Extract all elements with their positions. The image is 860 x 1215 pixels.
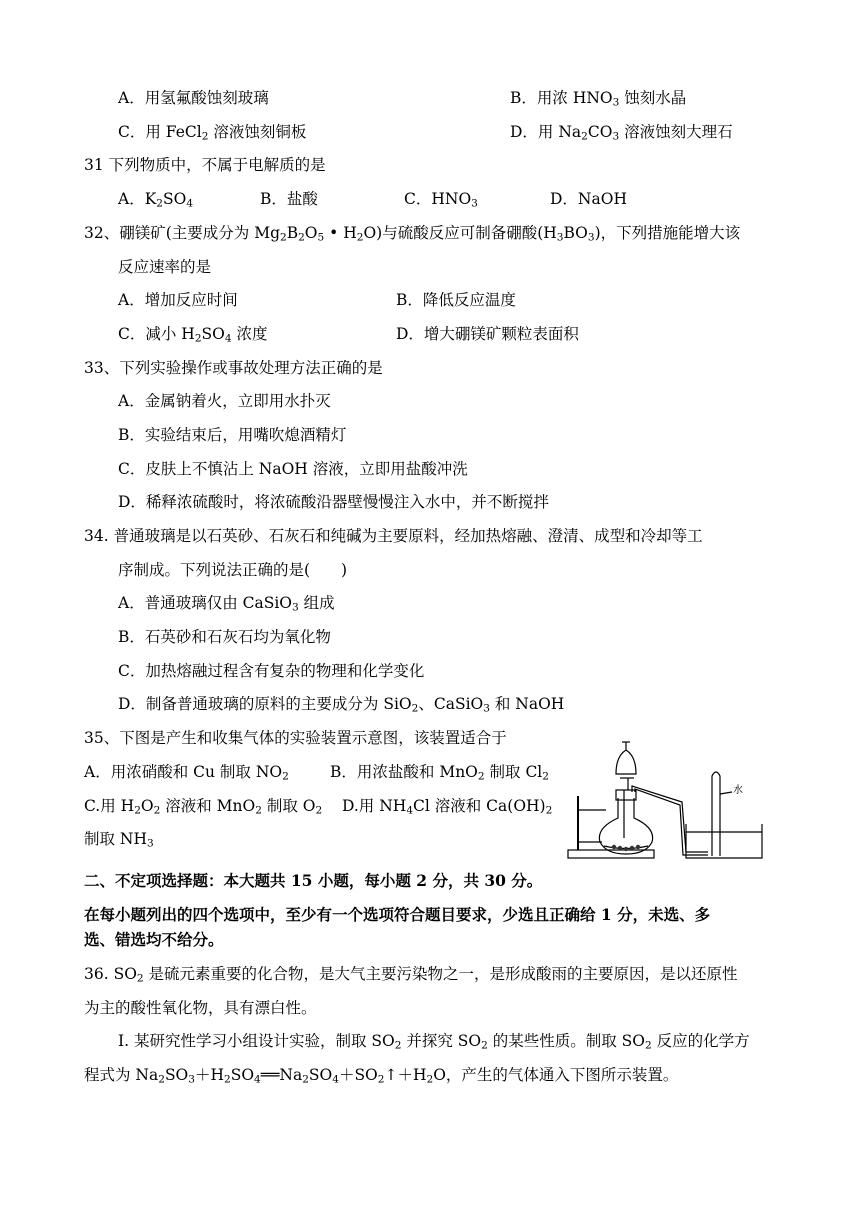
q34-option-a: A．普通玻璃仅由 CaSiO$_3$ 组成 (118, 594, 335, 614)
q35-option-d-line2: 制取 $NH_3$ (84, 830, 154, 850)
q33-option-a: A．金属钠着火，立即用水扑灭 (118, 392, 331, 410)
q33-option-c: C．皮肤上不慎沾上 NaOH 溶液，立即用盐酸冲洗 (118, 460, 468, 478)
q31-option-a: A．$K_2SO_4$ (118, 190, 194, 210)
q32-option-a: A．增加反应时间 (118, 291, 238, 309)
q33-option-d: D．稀释浓硫酸时，将浓硫酸沿器壁慢慢注入水中，并不断搅拌 (118, 493, 549, 511)
q32-stem-line2: 反应速率的是 (118, 258, 212, 276)
section2-instruction-line2: 选、错选均不给分。 (84, 930, 224, 949)
q30-option-c: C．用 FeCl$_2$ 溶液蚀刻铜板 (118, 123, 307, 143)
q34-option-c: C．加热熔融过程含有复杂的物理和化学变化 (118, 662, 425, 680)
q36-line2: 为主的酸性氧化物，具有漂白性。 (84, 999, 317, 1017)
gas-apparatus-figure (562, 738, 776, 862)
q36-part1-line1: Ⅰ. 某研究性学习小组设计实验，制取 $SO_2$ 并探究 $SO_2$ 的某些性质。制取 $SO_2$ 反应的化学方 (118, 1032, 750, 1052)
q31-stem: 31 下列物质中，不属于电解质的是 (84, 156, 326, 174)
q30-option-b: B．用浓 $HNO_3$ 蚀刻水晶 (510, 89, 687, 109)
section2-instruction-line1: 在每小题列出的四个选项中，至少有一个选项符合题目要求，少选且正确给 1 分，未选、多 (84, 905, 711, 924)
q34-option-d: D．制备普通玻璃的原料的主要成分为 SiO$_2$、CaSiO$_3$ 和 NaOH (118, 695, 565, 715)
q30-option-d: D．用 $Na_2CO_3$ 溶液蚀刻大理石 (510, 123, 733, 143)
q30-option-a: A．用氢氟酸蚀刻玻璃 (118, 89, 269, 107)
q32-stem-line1: 32、硼镁矿(主要成分为 $Mg_2B_2O_5$ • $H_2O$)与硫酸反应可制备硼酸$(H_3BO_3)$，下列措施能增大该 (84, 224, 741, 244)
q35-option-d-line1: D.用 $NH_4Cl$ 溶液和 $Ca(OH)_2$ (342, 797, 553, 817)
q32-option-b: B．降低反应温度 (396, 291, 516, 309)
q36-part1-line2: 程式为 $Na_2SO_3+H_2SO_4══Na_2SO_4+SO_2↑+H_2O$，产生的气体通入下图所示装置。 (84, 1066, 679, 1086)
q35-option-a: A．用浓硝酸和 Cu 制取 $NO_2$ (84, 763, 289, 783)
section2-title: 二、不定项选择题：本大题共 15 小题，每小题 2 分，共 30 分。 (84, 871, 543, 890)
q32-option-d: D．增大硼镁矿颗粒表面积 (396, 325, 579, 343)
q34-stem-line1: 34. 普通玻璃是以石英砂、石灰石和纯碱为主要原料，经加热熔融、澄清、成型和冷却等工 (84, 527, 703, 545)
q36-line1: 36. $SO_2$ 是硫元素重要的化合物，是大气主要污染物之一，是形成酸雨的主要原因，是以还原性 (84, 965, 738, 985)
q33-stem: 33、下列实验操作或事故处理方法正确的是 (84, 359, 383, 377)
q31-option-d: D．NaOH (550, 190, 627, 208)
water-label: 水 (733, 785, 743, 796)
q33-option-b: B．实验结束后，用嘴吹熄酒精灯 (118, 426, 347, 444)
q32-option-c: C．减小 $H_2SO_4$ 浓度 (118, 325, 268, 345)
q35-option-c: C.用 $H_2O_2$ 溶液和 MnO$_2$ 制取 $O_2$ (84, 797, 323, 817)
q31-option-c: C．$HNO_3$ (404, 190, 478, 210)
q35-option-b: B．用浓盐酸和 MnO$_2$ 制取 $Cl_2$ (330, 763, 549, 783)
q34-option-b: B．石英砂和石灰石均为氧化物 (118, 628, 331, 646)
q31-option-b: B．盐酸 (260, 190, 318, 208)
q34-stem-line2: 序制成。下列说法正确的是( ) (118, 561, 348, 579)
q35-stem: 35、下图是产生和收集气体的实验装置示意图，该装置适合于 (84, 729, 507, 747)
